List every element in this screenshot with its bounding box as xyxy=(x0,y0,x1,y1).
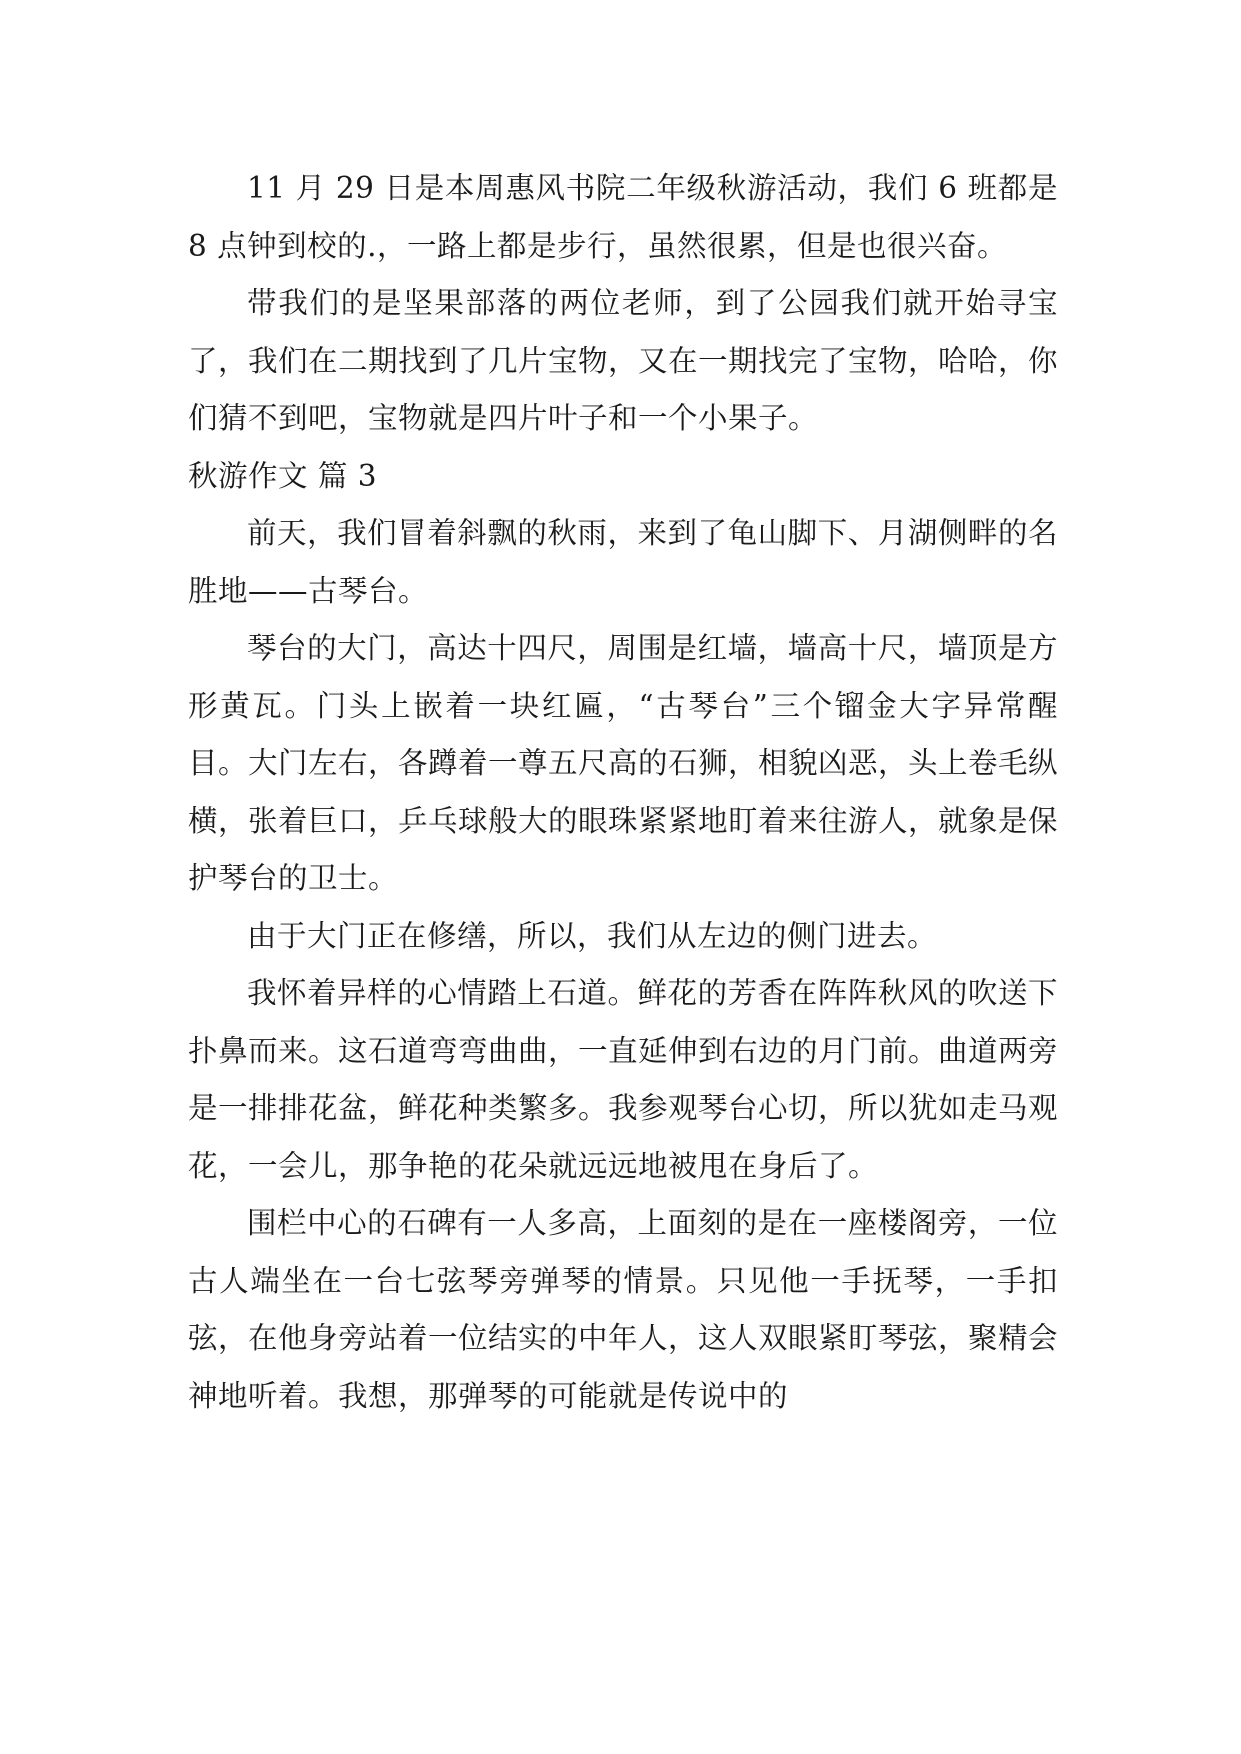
paragraph-7: 围栏中心的石碑有一人多高，上面刻的是在一座楼阁旁，一位古人端坐在一台七弦琴旁弹琴的情景。只见他一手抚琴，一手扣弦，在他身旁站着一位结实的中年人，这人双眼紧盯琴弦，聚精会神地听着。我想，那弹琴的可能就是传说中的 xyxy=(188,1206,1059,1413)
paragraph-5: 由于大门正在修缮，所以，我们从左边的侧门进去。 xyxy=(247,918,938,953)
paragraph-3: 前天，我们冒着斜飘的秋雨，来到了龟山脚下、月湖侧畔的名胜地——古琴台。 xyxy=(188,516,1058,608)
paragraph-2: 带我们的是坚果部落的两位老师，到了公园我们就开始寻宝了，我们在二期找到了几片宝物，又在一期找完了宝物，哈哈，你们猜不到吧，宝物就是四片叶子和一个小果子。 xyxy=(188,286,1059,435)
paragraph-4: 琴台的大门，高达十四尺，周围是红墙，墙高十尺，墙顶是方形黄瓦。门头上嵌着一块红匾，“古琴台”三个镏金大字异常醒目。大门左右，各蹲着一尊五尺高的石狮，相貌凶恶，头上卷毛纵横，张着巨口，乒乓球般大的眼珠紧紧地盯着来往游人，就象是保护琴台的卫士。 xyxy=(188,631,1059,895)
section-heading: 秋游作文 篇 3 xyxy=(188,458,378,493)
paragraph-6: 我怀着异样的心情踏上石道。鲜花的芳香在阵阵秋风的吹送下扑鼻而来。这石道弯弯曲曲，一直延伸到右边的月门前。曲道两旁是一排排花盆，鲜花种类繁多。我参观琴台心切，所以犹如走马观花，一会儿，那争艳的花朵就远远地被甩在身后了。 xyxy=(188,976,1059,1183)
paragraph-1: 11 月 29 日是本周惠风书院二年级秋游活动，我们 6 班都是 8 点钟到校的.，一路上都是步行，虽然很累，但是也很兴奋。 xyxy=(188,171,1058,263)
document-page xyxy=(188,160,1058,1425)
